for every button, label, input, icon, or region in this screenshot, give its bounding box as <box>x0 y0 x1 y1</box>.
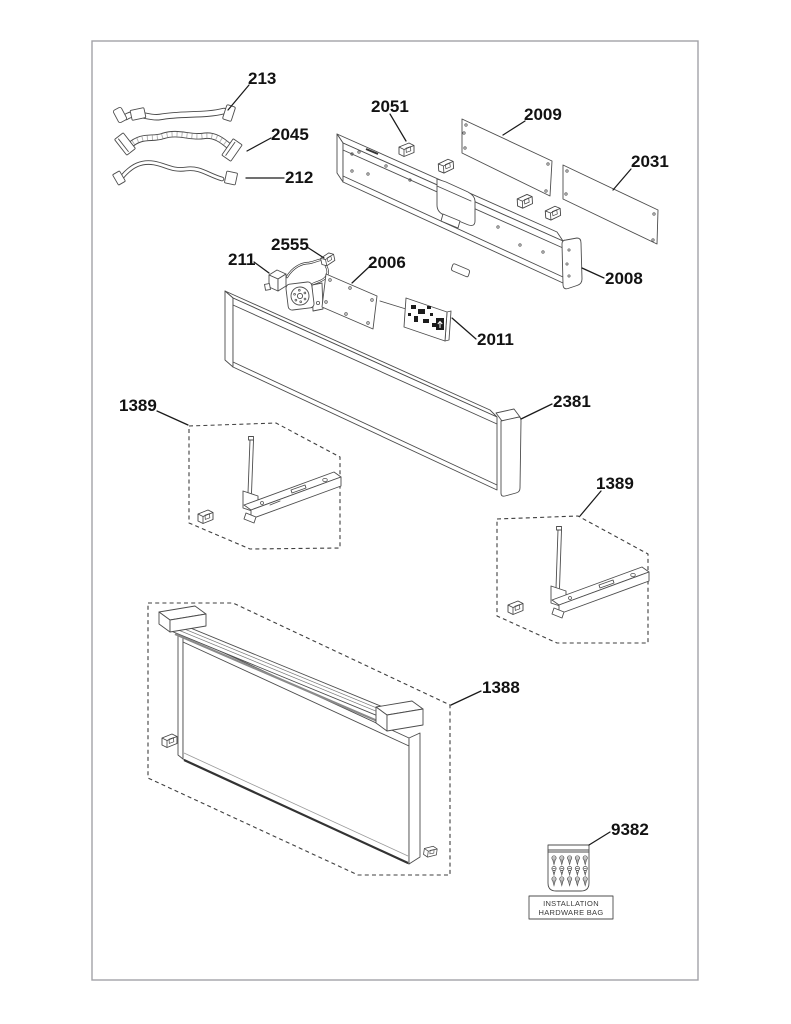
hardware-bag-caption-line2: HARDWARE BAG <box>538 908 604 917</box>
part-label-211: 211 <box>228 250 256 269</box>
part-label-9382: 9382 <box>611 820 649 839</box>
part-label-2031: 2031 <box>631 152 669 171</box>
part-label-2555: 2555 <box>271 235 309 254</box>
part-label-213: 213 <box>248 69 277 88</box>
part-label-212: 212 <box>285 168 314 187</box>
part-label-2381: 2381 <box>553 392 591 411</box>
part-label-2009: 2009 <box>524 105 562 124</box>
hardware-bag-caption-line1: INSTALLATION <box>543 899 599 908</box>
part-label-2045: 2045 <box>271 125 309 144</box>
part-label-1389-right: 1389 <box>596 474 634 493</box>
part-label-2006: 2006 <box>368 253 406 272</box>
part-label-2008: 2008 <box>605 269 643 288</box>
part-label-2051: 2051 <box>371 97 409 116</box>
part-label-1388: 1388 <box>482 678 520 697</box>
panel-end-cap-2008 <box>562 238 582 289</box>
part-label-1389-left: 1389 <box>119 396 157 415</box>
part-label-2011: 2011 <box>477 330 514 349</box>
